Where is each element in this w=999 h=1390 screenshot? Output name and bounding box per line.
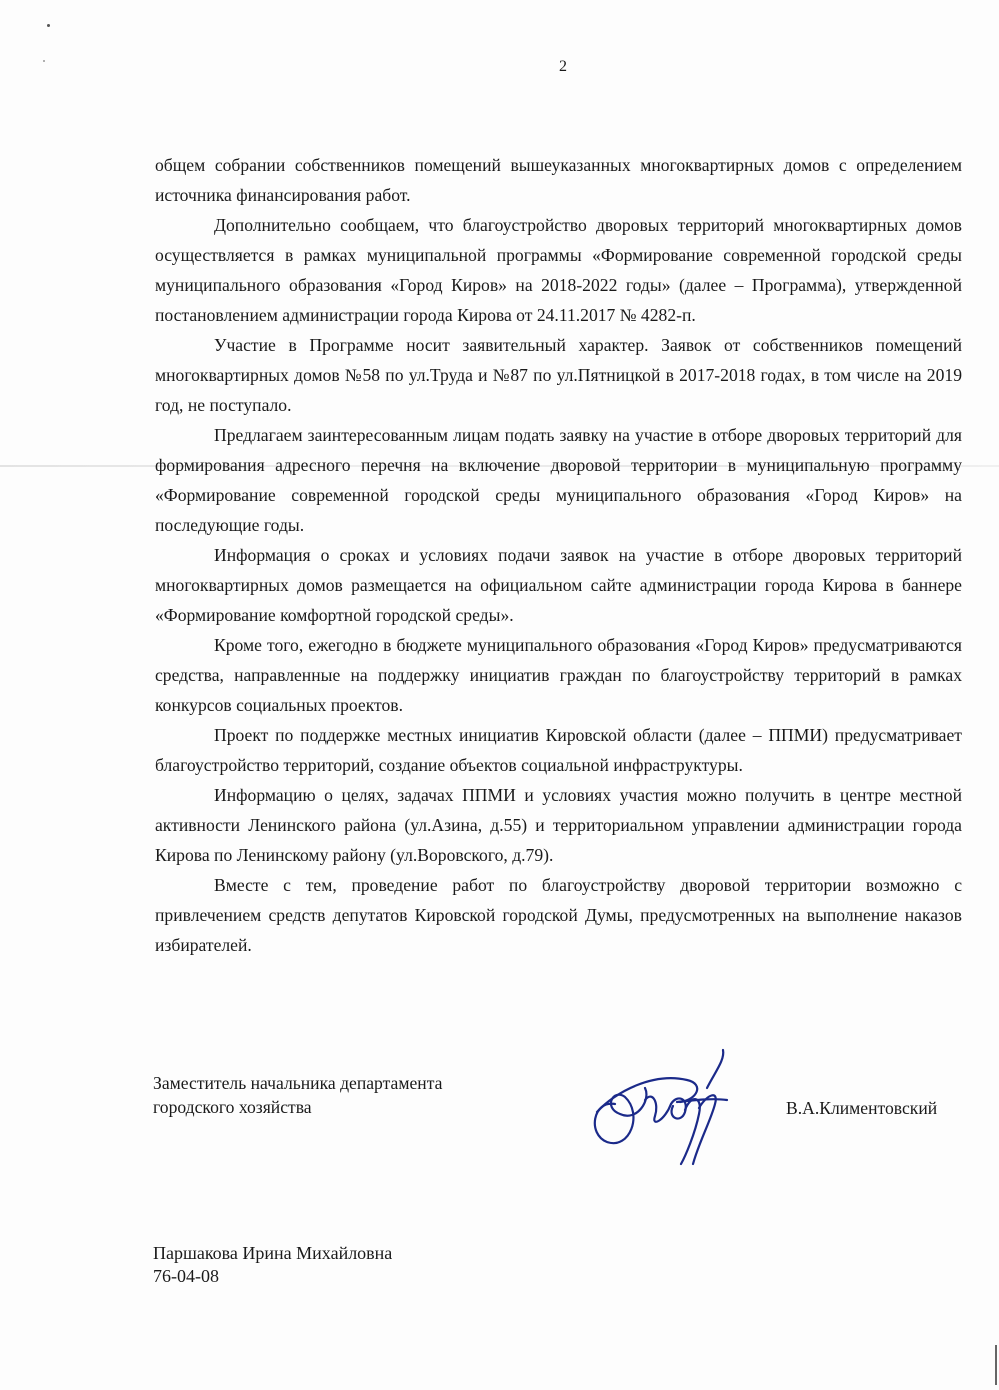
paragraph: Предлагаем заинтересованным лицам подать заявку на участие в отборе дворовых территорий для формирования адресного перечня на включение дворовой территории в муниципальную программу «Формирование современной городской среды муниципального образования «Город Киров» на последующие годы.: [155, 425, 962, 535]
scan-speck: [43, 60, 45, 62]
executor-name: Паршакова Ирина Михайловна: [153, 1243, 393, 1263]
paragraph: Вместе с тем, проведение работ по благоустройству дворовой территории возможно с привлечением средств депутатов Кировской городской Думы, предусмотренных на выполнение наказов избирателей.: [155, 875, 962, 955]
executor-info: [153, 1242, 392, 1288]
signer-position-line: городского хозяйства: [153, 1097, 312, 1117]
paragraph: Дополнительно сообщаем, что благоустройство дворовых территорий многоквартирных домов осуществляется в рамках муниципальной программы «Формирование современной городской среды муниципального образования «Город Киров» на 2018-2022 годы» (далее – Программа), утвержденной постановлением администрации города Кирова от 24.11.2017 № 4282-п.: [155, 215, 962, 325]
scan-edge-mark: [995, 1345, 997, 1385]
signer-position-line: Заместитель начальника департамента: [153, 1073, 443, 1093]
signer-position: [153, 1071, 442, 1119]
paragraph: Проект по поддержке местных инициатив Кировской области (далее – ППМИ) предусматривает благоустройство территорий, создание объектов социальной инфраструктуры.: [155, 725, 962, 775]
handwritten-signature: [585, 1042, 735, 1167]
executor-phone: 76-04-08: [153, 1266, 219, 1286]
paragraph: Участие в Программе носит заявительный характер. Заявок от собственников помещений многоквартирных домов №58 по ул.Труда и №87 по ул.Пятницкой в 2017-2018 годах, в том числе на 2019 год, не поступало.: [155, 335, 962, 415]
scan-speck: [47, 24, 50, 27]
page-number: 2: [559, 58, 567, 75]
signer-name: В.А.Климентовский: [786, 1098, 938, 1118]
paragraph: общем собрании собственников помещений вышеуказанных многоквартирных домов с определением источника финансирования работ.: [155, 155, 962, 205]
paragraph: Информацию о целях, задачах ППМИ и условиях участия можно получить в центре местной активности Ленинского района (ул.Азина, д.55) и территориальном управлении администрации города Кирова по Ленинскому району (ул.Воровского, д.79).: [155, 785, 962, 865]
paragraph: Информация о сроках и условиях подачи заявок на участие в отборе дворовых территорий многоквартирных домов размещается на официальном сайте администрации города Кирова в баннере «Формирование комфортной городской среды».: [155, 545, 962, 625]
letter-body: [155, 150, 962, 960]
paragraph: Кроме того, ежегодно в бюджете муниципального образования «Город Киров» предусматриваются средства, направленные на поддержку инициатив граждан по благоустройству территорий в рамках конкурсов социальных проектов.: [155, 635, 962, 715]
